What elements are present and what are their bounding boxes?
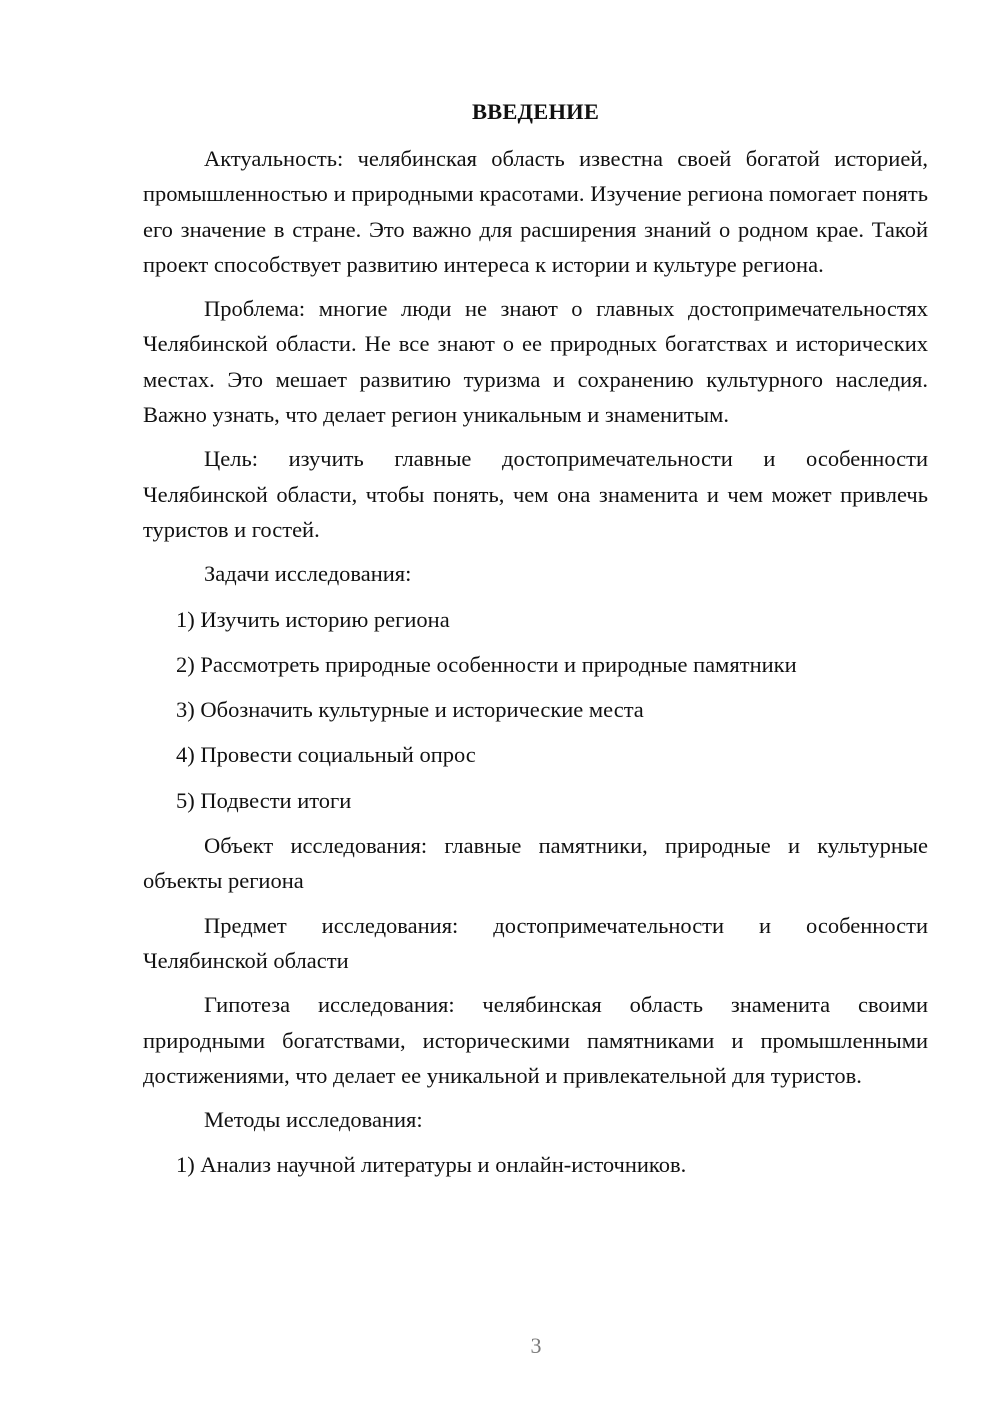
goal-paragraph: Цель: изучить главные достопримечательности и особенности Челябинской области, чтобы понять, чем она знаменита и чем может привлечь туристов и гостей. — [143, 446, 928, 542]
list-item: 1) Изучить историю региона — [176, 606, 450, 632]
methods-list — [143, 1147, 928, 1182]
tasks-list — [143, 602, 928, 818]
hypothesis-paragraph: Гипотеза исследования: челябинская область знаменита своими природными богатствами, историческими памятниками и промышленными достижениями, что делает ее уникальной и привлекательной для туристов. — [143, 992, 928, 1088]
methods-label: Методы исследования: — [204, 1107, 423, 1133]
list-item: 4) Провести социальный опрос — [176, 742, 476, 768]
object-paragraph: Объект исследования: главные памятники, природные и культурные объекты региона — [143, 833, 928, 894]
list-item: 3) Обозначить культурные и исторические места — [176, 697, 644, 723]
list-item: 1) Анализ научной литературы и онлайн-источников. — [176, 1152, 687, 1178]
page-content — [143, 94, 928, 1193]
relevance-paragraph: Актуальность: челябинская область известна своей богатой историей, промышленностью и природными красотами. Изучение региона помогает понять его значение в стране. Это важно для расширения знаний о родном крае. Такой проект способствует развитию интереса к истории и культуре региона. — [143, 146, 928, 277]
list-item: 2) Рассмотреть природные особенности и природные памятники — [176, 651, 797, 677]
problem-paragraph: Проблема: многие люди не знают о главных достопримечательностях Челябинской области. Не все знают о ее природных богатствах и исторических местах. Это мешает развитию туризма и сохранению культурного наследия. Важно узнать, что делает регион уникальным и знаменитым. — [143, 296, 928, 428]
list-item: 5) Подвести итоги — [176, 787, 352, 813]
page-number: 3 — [530, 1333, 542, 1358]
section-title: ВВЕДЕНИЕ — [471, 99, 600, 124]
subject-paragraph: Предмет исследования: достопримечательности и особенности Челябинской области — [143, 912, 928, 973]
tasks-label: Задачи исследования: — [204, 561, 412, 587]
